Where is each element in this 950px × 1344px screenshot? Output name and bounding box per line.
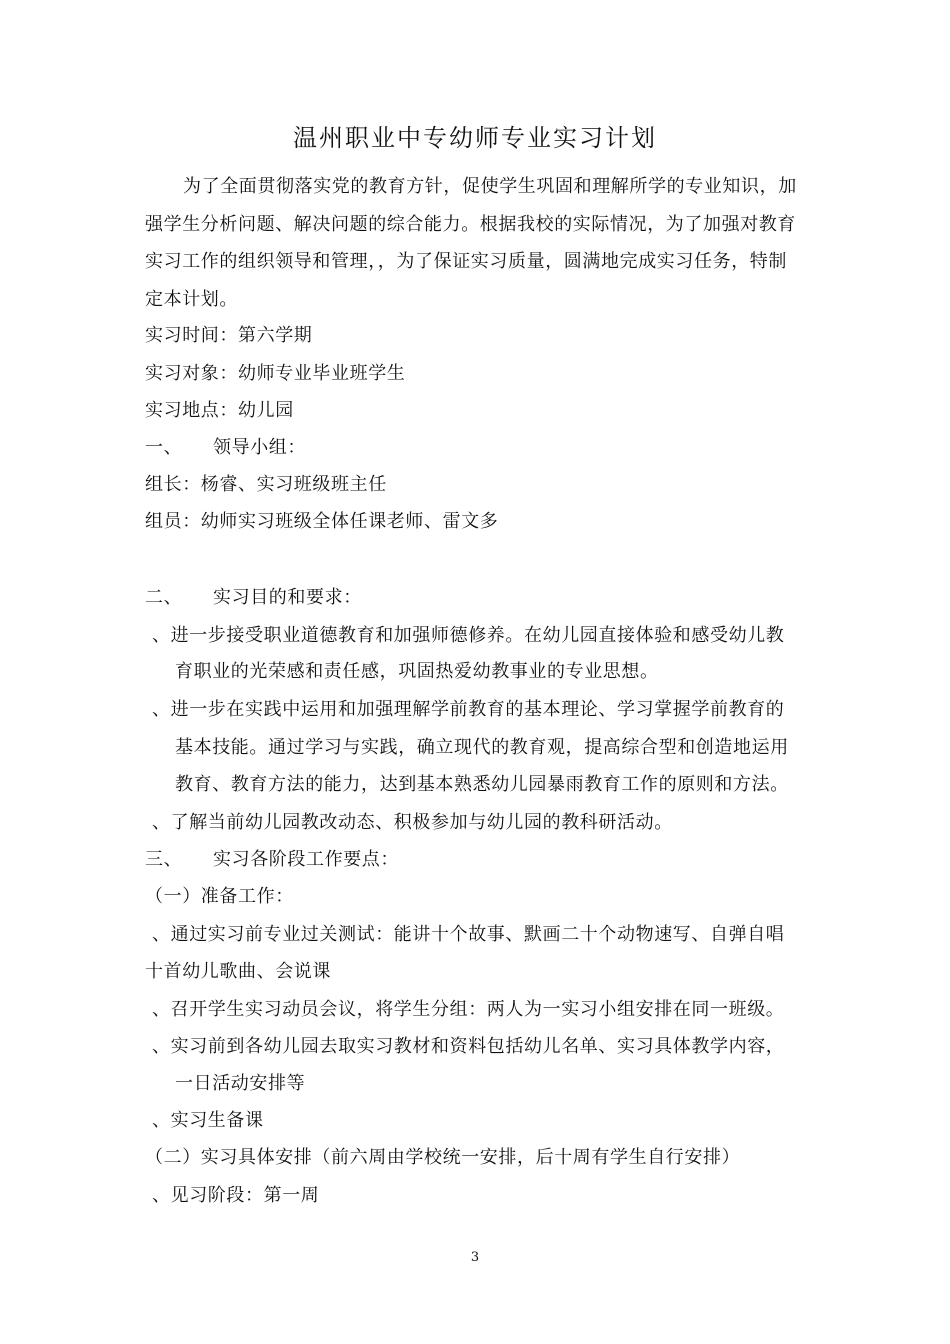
goal-1-line-1: 、进一步接受职业道德教育和加强师德修养。在幼儿园直接体验和感受幼儿教 [152,625,785,646]
group-leader: 组长：杨睿、实习班级班主任 [145,474,387,495]
section-1-title: 领导小组： [213,437,306,458]
goal-2-line-1: 、进一步在实践中运用和加强理解学前教育的基本理论、学习掌握学前教育的 [152,699,785,720]
arrangement-1: 、见习阶段：第一周 [152,1185,320,1206]
prep-1-line-2: 十首幼儿歌曲、会说课 [145,961,331,982]
section-2-number: 二、 [145,587,183,608]
intro-line-2: 强学生分析问题、解决问题的综合能力。根据我校的实际情况，为了加强对教育 [145,214,796,235]
prep-3-line-2: 一日活动安排等 [175,1073,306,1094]
intro-line-3: 实习工作的组织领导和管理，，为了保证实习质量，圆满地完成实习任务，特制 [145,251,787,272]
internship-time: 实习时间：第六学期 [145,325,313,346]
section-1-number: 一、 [145,437,183,458]
internship-target: 实习对象：幼师专业毕业班学生 [145,363,406,384]
page-title: 温州职业中专幼师专业实习计划 [293,124,657,152]
intro-line-4: 定本计划。 [145,289,238,310]
goal-1-line-2: 育职业的光荣感和责任感，巩固热爱幼教事业的专业思想。 [175,661,659,682]
section-3-number: 三、 [145,849,183,870]
prep-4: 、实习生备课 [152,1110,264,1131]
intro-line-1: 为了全面贯彻落实党的教育方针，促使学生巩固和理解所学的专业知识，加 [183,176,797,197]
arrangement-title: （二）实习具体安排（前六周由学校统一安排，后十周有学生自行安排） [145,1147,741,1168]
page-number: 3 [470,1250,480,1265]
group-members: 组员：幼师实习班级全体任课老师、雷文多 [145,511,499,532]
section-2-title: 实习目的和要求： [213,587,362,608]
prep-1-line-1: 、通过实习前专业过关测试：能讲十个故事、默画二十个动物速写、自弹自唱 [152,924,785,945]
goal-3: 、了解当前幼儿园教改动态、积极参加与幼儿园的教科研活动。 [152,812,673,833]
prep-2: 、召开学生实习动员会议，将学生分组：两人为一实习小组安排在同一班级。 [152,999,785,1020]
section-3-title: 实习各阶段工作要点： [213,849,399,870]
prep-title: （一）准备工作： [145,886,294,907]
goal-2-line-2: 基本技能。通过学习与实践，确立现代的教育观，提高综合型和创造地运用 [175,737,789,758]
internship-place: 实习地点：幼儿园 [145,400,294,421]
prep-3-line-1: 、实习前到各幼儿园去取实习教材和资料包括幼儿名单、实习具体教学内容， [152,1036,785,1057]
goal-2-line-3: 教育、教育方法的能力，达到基本熟悉幼儿园暴雨教育工作的原则和方法。 [175,774,789,795]
